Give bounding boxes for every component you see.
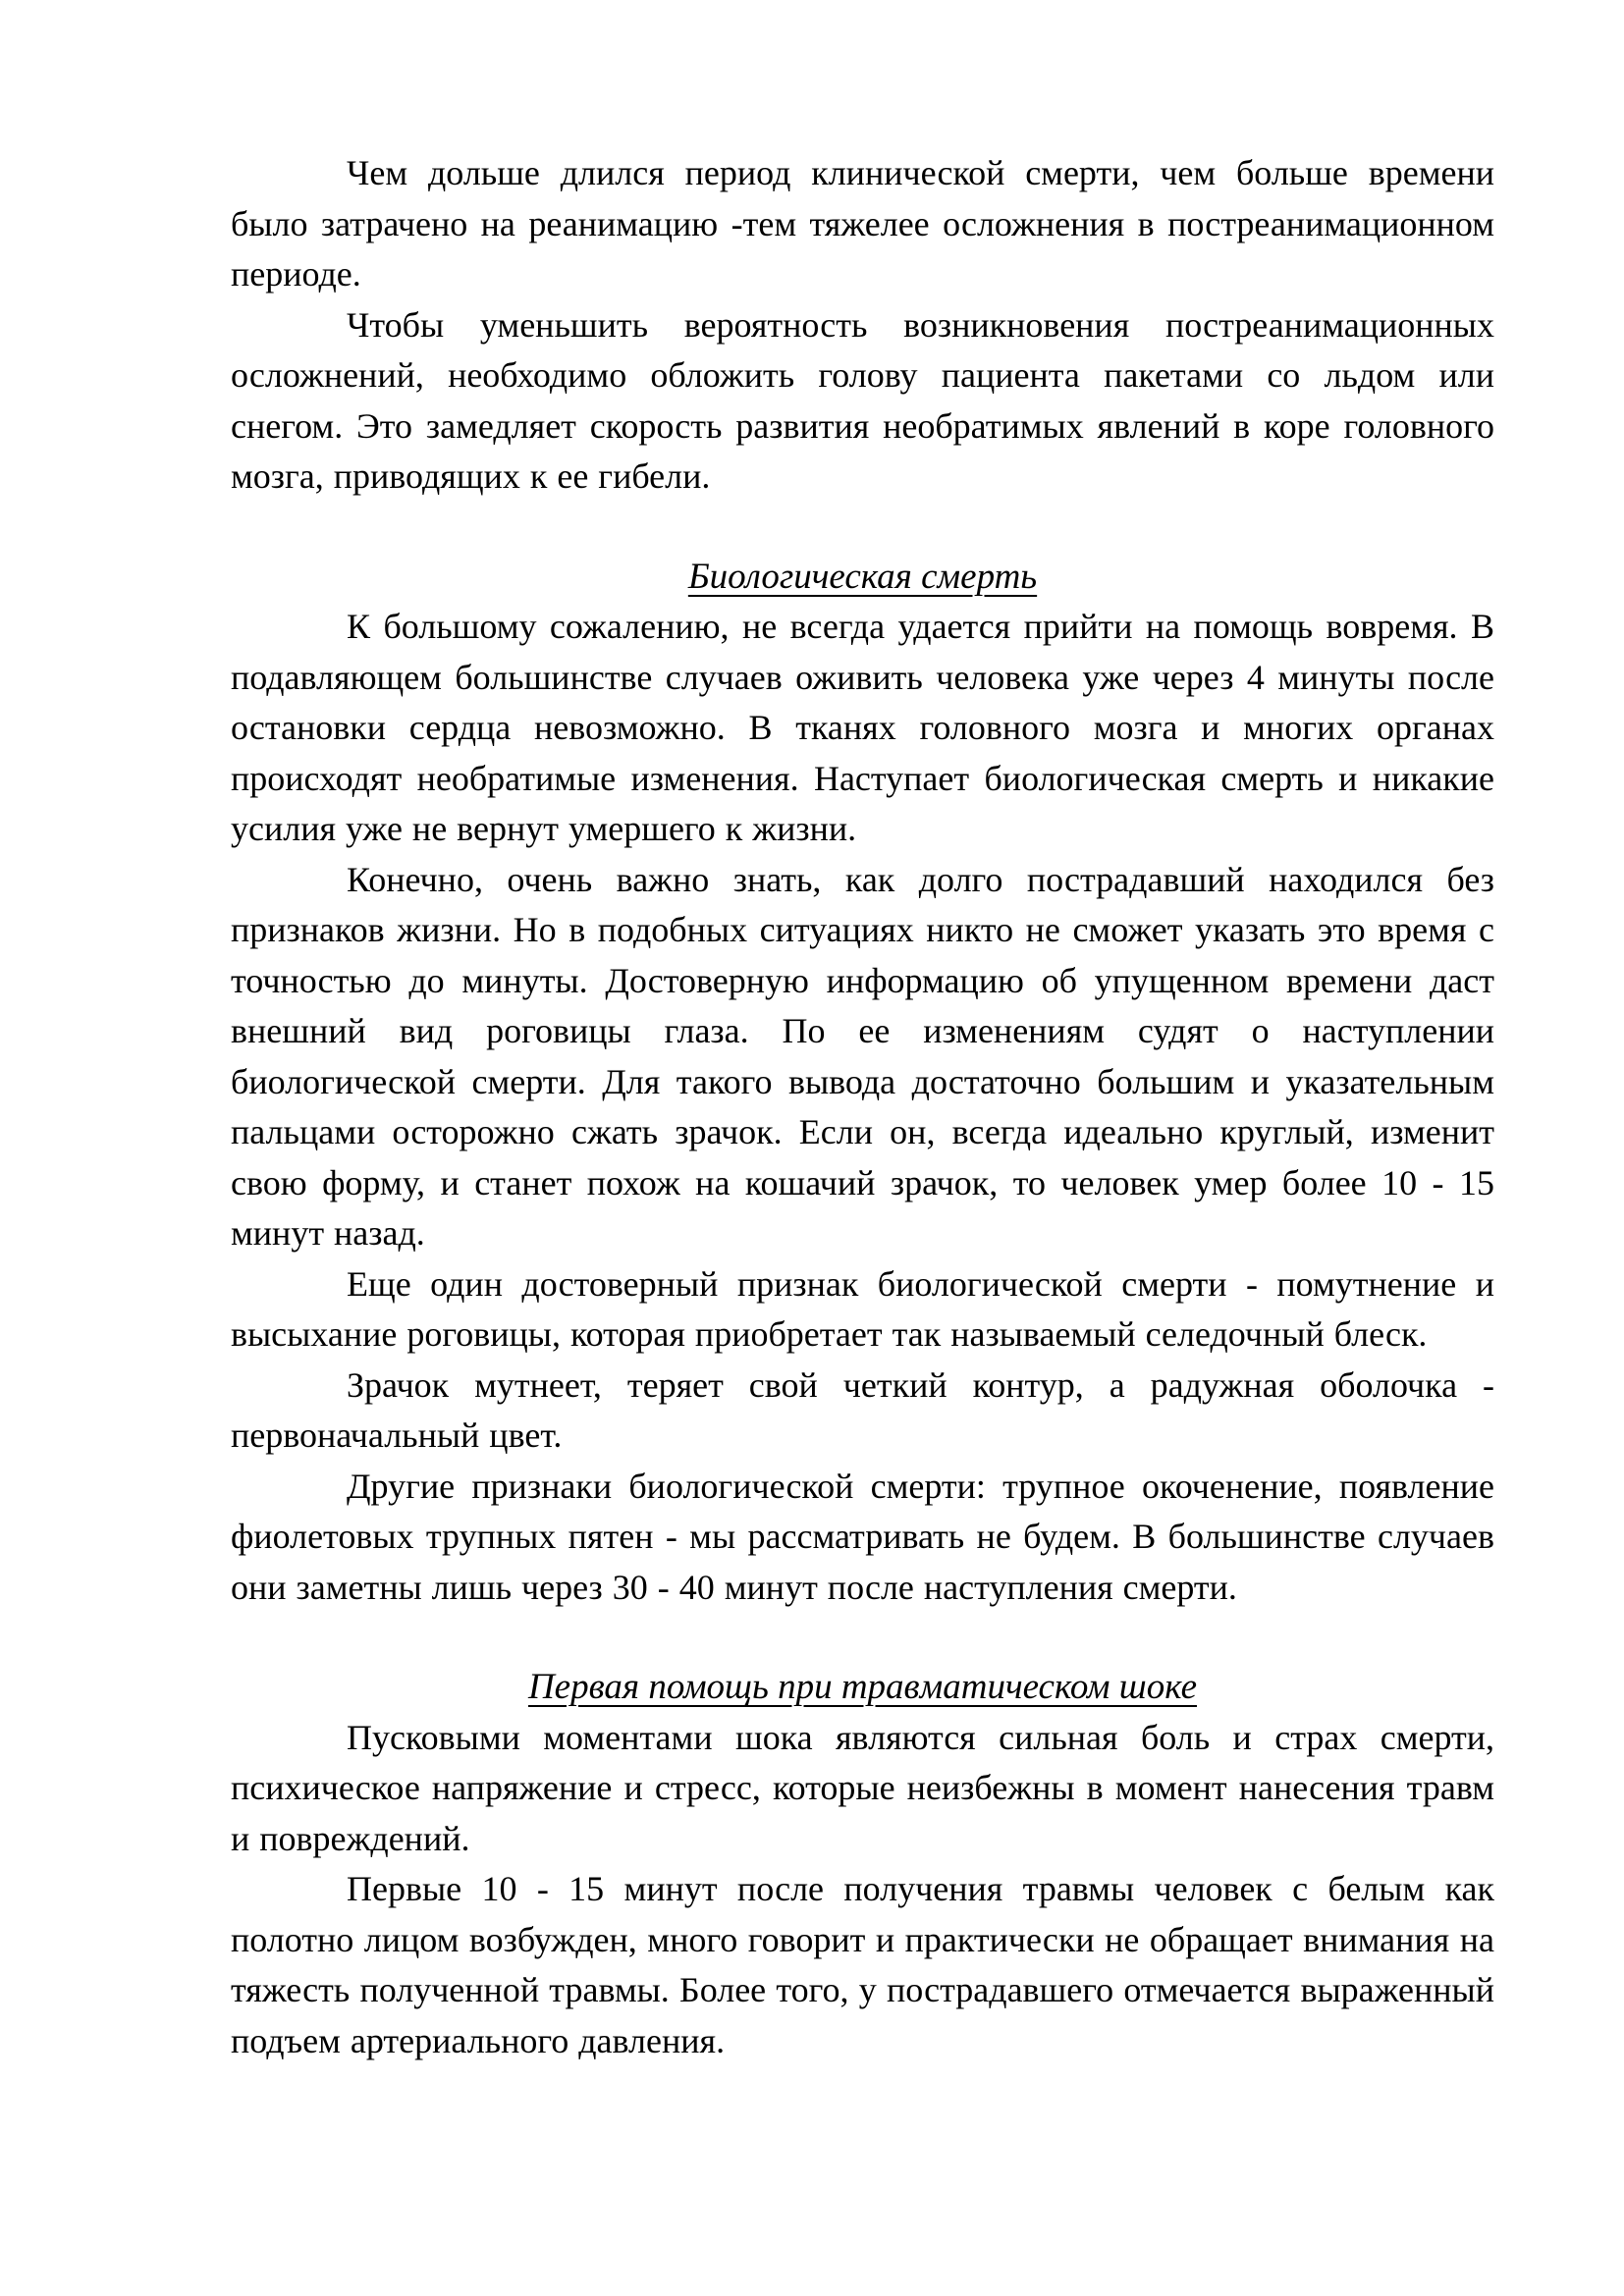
- paragraph-pupil-clouding: Зрачок мутнеет, теряет свой четкий контур, а радужная оболочка - первоначальный цвет.: [231, 1364, 1494, 1455]
- document-content: [231, 148, 1494, 2066]
- paragraph-revival-impossible-after-4-minutes: К большому сожалению, не всегда удается прийти на помощь вовремя. В подавляющем большинстве случаев оживить человека уже через 4 минуты после остановки сердца невозможно. В тканях головного мозга и многих органах происходят необратимые изменения. Наступает биологическая смерть и никакие усилия уже не вернут умершего к жизни.: [231, 607, 1494, 848]
- heading-first-aid-traumatic-shock-label: Первая помощь при травматическом шоке: [527, 1667, 1198, 1707]
- paragraph-other-death-signs: Другие признаки биологической смерти: трупное окоченение, появление фиолетовых трупных пятен - мы рассматривать не будем. В большинстве случаев они заметны лишь через 30 - 40 минут после наступления смерти.: [231, 1466, 1494, 1607]
- paragraph-clinical-death-duration: Чем дольше длился период клинической смерти, чем больше времени было затрачено на реанимацию -тем тяжелее осложнения в постреанимационном периоде.: [231, 153, 1494, 294]
- paragraph-cornea-clouding-sign: Еще один достоверный признак биологической смерти - помутнение и высыхание роговицы, которая приобретает так называемый селедочный блеск.: [231, 1263, 1494, 1354]
- heading-first-aid-traumatic-shock: [231, 1662, 1494, 1713]
- paragraph-cornea-pupil-test: Конечно, очень важно знать, как долго пострадавший находился без признаков жизни. Но в подобных ситуациях никто не сможет указать это время с точностью до минуты. Достоверную информацию об упущенном времени даст внешний вид роговицы глаза. По ее изменениям судят о наступлении биологической смерти. Для такого вывода достаточно большим и указательным пальцами осторожно сжать зрачок. Если он, всегда идеально круглый, изменит свою форму, и станет похож на кошачий зрачок, то человек умер более 10 - 15 минут назад.: [231, 859, 1494, 1253]
- paragraph-shock-trigger-factors: Пусковыми моментами шока являются сильная боль и страх смерти, психическое напряжение и стресс, которые неизбежны в момент нанесения травм и повреждений.: [231, 1717, 1494, 1858]
- heading-biological-death: [231, 552, 1494, 603]
- heading-biological-death-label: Биологическая смерть: [687, 556, 1038, 597]
- paragraph-ice-packs-advice: Чтобы уменьшить вероятность возникновения постреанимационных осложнений, необходимо обложить голову пациента пакетами со льдом или снегом. Это замедляет скорость развития необратимых явлений в коре головного мозга, приводящих к ее гибели.: [231, 304, 1494, 496]
- paragraph-first-minutes-after-trauma: Первые 10 - 15 минут после получения травмы человек с белым как полотно лицом возбужден, много говорит и практически не обращает внимания на тяжесть полученной травмы. Более того, у пострадавшего отмечается выраженный подъем артериального давления.: [231, 1869, 1494, 2060]
